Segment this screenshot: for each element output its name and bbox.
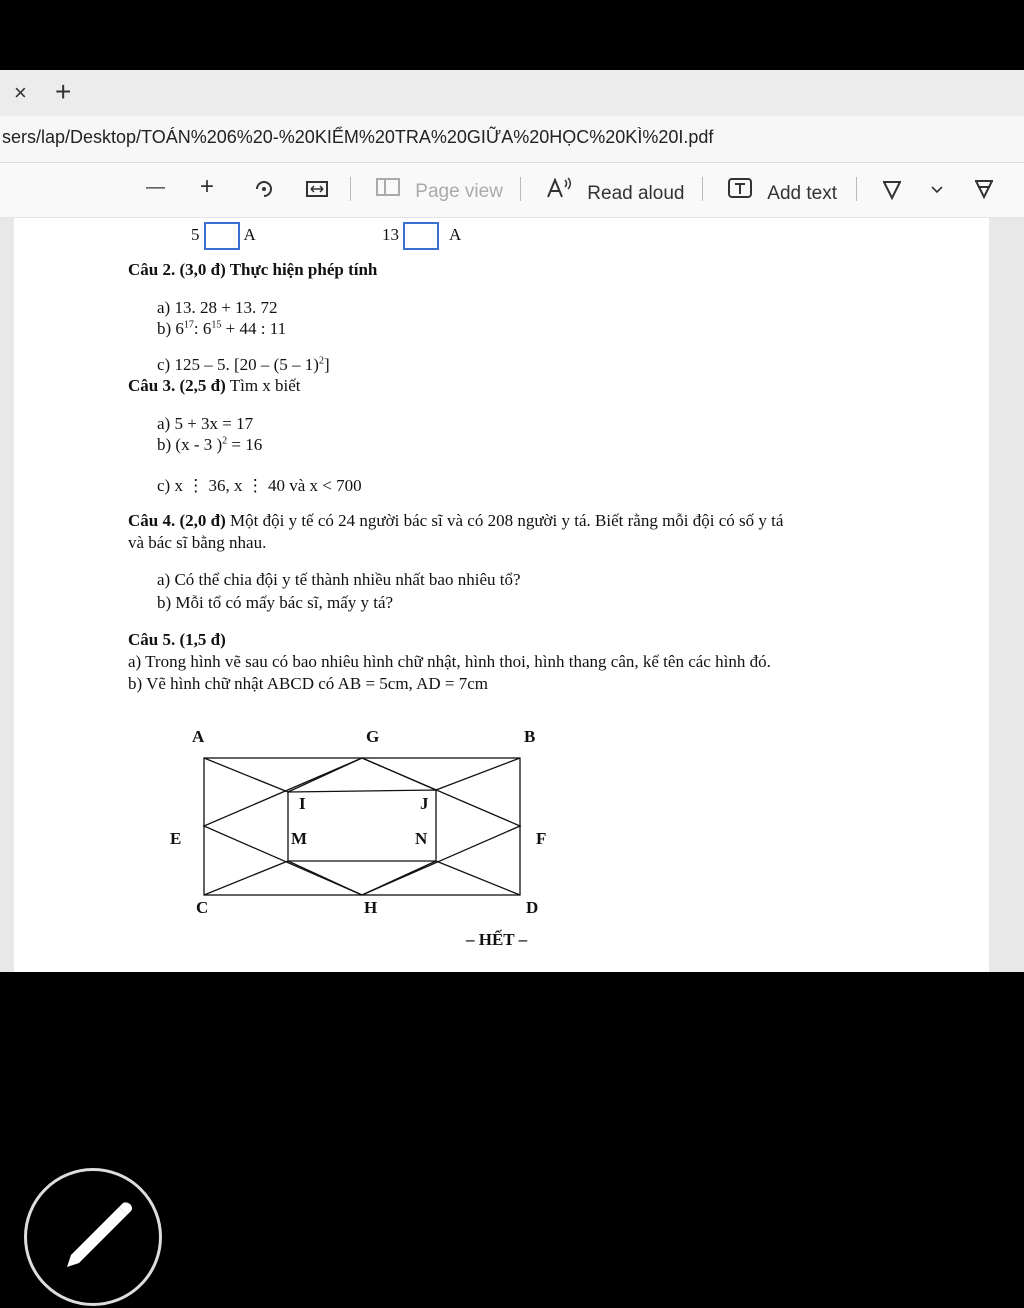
pdf-toolbar [0, 163, 1024, 218]
add-text-label: Add text [767, 183, 837, 204]
box-letter: A [449, 224, 462, 244]
point-label-n: N [415, 829, 428, 848]
pdf-viewer[interactable] [0, 218, 1024, 972]
chevron-down-icon[interactable] [930, 181, 944, 203]
box-number: 5 [191, 224, 200, 244]
box-number: 13 [382, 224, 399, 244]
zoom-in-button[interactable]: + [200, 173, 215, 200]
rectangle-abdc [204, 758, 520, 895]
read-aloud-button[interactable] [546, 177, 684, 205]
question-4-line-2: và bác sĩ bằng nhau. [128, 533, 267, 552]
question-3a: a) 5 + 3x = 17 [157, 414, 254, 433]
toolbar-divider [350, 177, 351, 201]
question-2c: c) 125 – 5. [20 – (5 – 1)$^2$] [157, 355, 330, 374]
question-5b: b) Vẽ hình chữ nhật ABCD có AB = 5cm, AD = 7cm [128, 674, 489, 693]
toolbar-divider [856, 177, 857, 201]
box-letter: A [243, 224, 256, 244]
question-5a: a) Trong hình vẽ sau có bao nhiêu hình chữ nhật, hình thoi, hình thang cân, kể tên các hình đó. [128, 652, 771, 671]
read-aloud-label: Read aloud [587, 183, 685, 204]
read-aloud-icon [546, 183, 579, 204]
point-label-j: J [420, 794, 429, 813]
point-label-f: F [536, 829, 547, 848]
point-label-m: M [291, 829, 308, 848]
close-tab-icon[interactable]: × [14, 80, 27, 105]
fit-width-icon[interactable] [305, 177, 329, 207]
toolbar-divider [702, 177, 703, 201]
question-4a: a) Có thể chia đội y tế thành nhiều nhất bao nhiêu tổ? [157, 570, 521, 589]
question-4b: b) Mỗi tổ có mấy bác sĩ, mấy y tá? [157, 593, 394, 612]
page-view-icon [376, 181, 405, 202]
end-of-exam: – HẾT – [466, 930, 528, 949]
question-5-title: Câu 5. (1,5 đ) [128, 630, 226, 649]
edit-button[interactable] [24, 1168, 162, 1306]
question-3c: c) x ⋮ 36, x ⋮ 40 và x < 700 [157, 476, 362, 495]
rotate-icon[interactable] [252, 177, 276, 207]
point-label-i: I [299, 794, 306, 813]
question-3-title: Câu 3. (2,5 đ) Tìm x biết [128, 376, 301, 395]
page-view-label: Page view [415, 181, 503, 202]
draw-icon[interactable] [880, 177, 904, 207]
question-2a: a) 13. 28 + 13. 72 [157, 298, 278, 317]
pencil-icon [27, 1171, 159, 1303]
point-label-g: G [366, 727, 380, 746]
rhombus-gfhe [204, 758, 520, 895]
question-3b: b) (x - 3 )$^2$ = 16 [157, 435, 263, 454]
add-text-icon [728, 183, 757, 204]
question-2b: b) $6^{17}$: $6^{15} + 44$ : 11 [157, 319, 287, 338]
point-label-h: H [364, 898, 378, 917]
address-bar[interactable] [0, 116, 1024, 163]
add-text-button[interactable] [728, 177, 837, 205]
question-4-line-1: Câu 4. (2,0 đ) Một đội y tế có 24 người bác sĩ và có 208 người y tá. Biết rằng mỗi đội có số y tá [128, 511, 784, 530]
question-2-title: Câu 2. (3,0 đ) Thực hiện phép tính [128, 260, 378, 279]
geometry-figure [14, 218, 989, 972]
point-label-c: C [196, 898, 209, 917]
highlight-icon[interactable] [972, 177, 996, 207]
point-label-a: A [192, 727, 205, 746]
point-label-d: D [526, 898, 539, 917]
point-label-e: E [170, 829, 182, 848]
address-text[interactable]: sers/lap/Desktop/TOÁN%206%20-%20KIỂM%20TRA%20GIỮA%20HỌC%20KÌ%20I.pdf [2, 127, 714, 147]
rectangle-ijnm [288, 790, 436, 861]
toolbar-divider [520, 177, 521, 201]
zoom-out-button[interactable]: — [146, 177, 165, 198]
tab-bar [0, 70, 1024, 116]
pdf-page [14, 218, 989, 972]
page-view-button[interactable] [376, 177, 503, 203]
point-label-b: B [524, 727, 536, 746]
new-tab-button[interactable]: + [55, 76, 72, 107]
